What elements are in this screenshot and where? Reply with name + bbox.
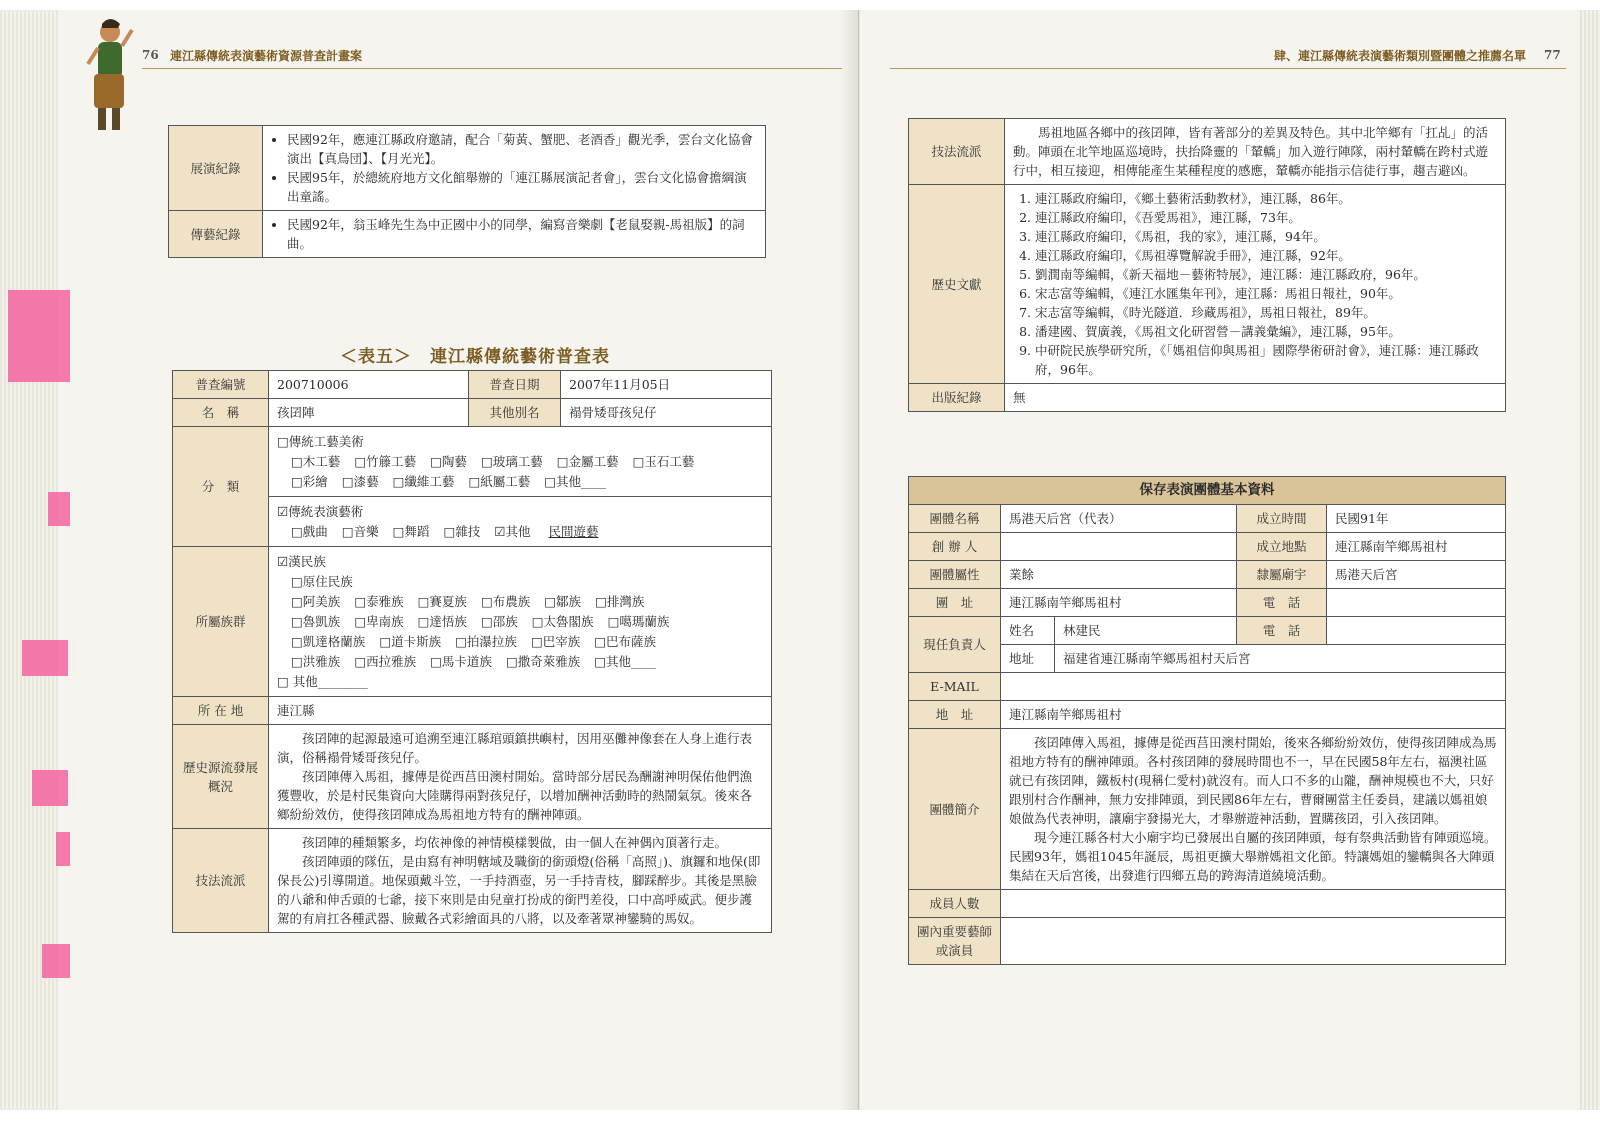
- paragraph: 孩囝陣頭的隊伍，是由寫有神明轄域及職銜的銜頭燈(俗稱「高照」)、旗鑼和地保(即保長公)引導開道。地保頭戴斗笠，一手持酒壺，另一手持青枝，腳踩醉步。其後是黑臉的八爺和伸舌頭的七爺，接下來則是由兒童打扮成的銜門差役，口中高呼威武。便步護駕的有肩扛各種武器、臉戴各式彩繪面具的八將，以及牽著眾神鑾騎的馬奴。: [277, 854, 761, 926]
- header-rule: [142, 68, 842, 69]
- members-value: [1001, 890, 1506, 918]
- checkbox-option: □舞蹈: [392, 524, 430, 539]
- checkbox-option: □賽夏族: [417, 594, 467, 609]
- checkbox-option: □漆藝: [341, 474, 379, 489]
- checkbox-option: □其他____: [594, 654, 657, 669]
- checkbox-option: □太魯閣族: [531, 614, 594, 629]
- history-text: [269, 725, 772, 829]
- checkbox-option: □木工藝: [291, 454, 341, 469]
- id-label: 普查編號: [173, 371, 269, 399]
- table-row: [173, 547, 772, 697]
- checkbox-row: [291, 452, 763, 471]
- place-label: 成立地點: [1237, 533, 1327, 561]
- paragraph: 孩囝陣的種類繁多，均依神像的神情模樣製做，由一個人在神偶內頂著行走。: [302, 835, 728, 850]
- table-row: [909, 890, 1506, 918]
- row-label: 傳藝紀錄: [169, 211, 263, 258]
- founded-value: 民國91年: [1327, 505, 1506, 533]
- paragraph: 孩囝陣傳入馬祖，據傳是從西莒田澳村開始。當時部分居民為酬謝神明保佑他們漁獲豐收，於是村民集資向大陸購得兩對孩兒仔，以增加酬神活動時的熱鬧氣氛。後來各鄉紛紛效仿，使得孩囝陣成為馬祖地方特有的酬神陣頭。: [277, 769, 753, 822]
- running-header: 肆、連江縣傳統表演藝術類別暨團體之推薦名單: [1274, 49, 1527, 63]
- checkbox-option: □布農族: [480, 594, 531, 609]
- table-row: [909, 384, 1506, 412]
- table-row: [169, 211, 766, 258]
- checkbox-option: □雜技: [443, 524, 481, 539]
- table-row: [909, 729, 1506, 890]
- list-item: 9. 中研院民族學研究所，《「媽祖信仰與馬祖」國際學術研討會》，連江縣：連江縣政府，96年。: [1035, 341, 1497, 379]
- leader-address-value: 福建省連江縣南竿鄉馬祖村天后宮: [1055, 645, 1506, 673]
- id-value: 200710006: [269, 371, 469, 399]
- checkbox-option: □拍瀑拉族: [455, 634, 517, 649]
- checkbox-option: □達悟族: [417, 614, 467, 629]
- type-value: 業餘: [1001, 561, 1237, 589]
- leader-label: 現任負責人: [909, 617, 1001, 673]
- table-row: [909, 918, 1506, 965]
- technique-text: [269, 829, 772, 933]
- checkbox-option: □紙屬工藝: [468, 474, 531, 489]
- checkbox-option: □竹籐工藝: [354, 454, 417, 469]
- list-item: 7. 宋志富等編輯，《時光隧道．珍藏馬祖》，馬祖日報社，89年。: [1035, 303, 1497, 322]
- right-page: [860, 10, 1578, 1110]
- publication-value: 無: [1005, 384, 1506, 412]
- running-header: 連江縣傳統表演藝術資源普查計畫案: [170, 49, 363, 63]
- checkbox-option: □纖維工藝: [392, 474, 455, 489]
- list-item: 5. 劉潤南等編輯，《新天福地－藝術特展》，連江縣：連江縣政府，96年。: [1035, 265, 1497, 284]
- temple-label: 隸屬廟宇: [1237, 561, 1327, 589]
- table-row: [909, 185, 1506, 384]
- checkbox-option: □巴布薩族: [594, 634, 657, 649]
- alias-value: 褟骨矮哥孩兒仔: [561, 399, 772, 427]
- table-row: [909, 673, 1506, 701]
- name-label: 名 稱: [173, 399, 269, 427]
- group-name-value: 馬港天后宮（代表）: [1001, 505, 1237, 533]
- location-label: 所 在 地: [173, 697, 269, 725]
- literature-list: [1005, 185, 1506, 384]
- checkbox-option: □巴宰族: [530, 634, 581, 649]
- table-row: [173, 725, 772, 829]
- alias-label: 其他別名: [469, 399, 561, 427]
- address-label: 團 址: [909, 589, 1001, 617]
- survey-table: [172, 370, 772, 933]
- checkbox-option: □玉石工藝: [632, 454, 695, 469]
- history-label: 歷史源流發展概況: [173, 725, 269, 829]
- checkbox-option: □卑南族: [354, 614, 404, 629]
- ethnic-label: 所屬族群: [173, 547, 269, 697]
- checkbox-option: □阿美族: [291, 594, 341, 609]
- checkbox-option: □魯凱族: [291, 614, 341, 629]
- category-label: 分 類: [173, 427, 269, 547]
- group-name-label: 團體名稱: [909, 505, 1001, 533]
- group-table: [908, 476, 1506, 965]
- address-value: 連江縣南竿鄉馬祖村: [1001, 589, 1237, 617]
- craft-category: [269, 427, 772, 497]
- header-rule: [890, 68, 1566, 69]
- performance-head: ☑傳統表演藝術: [277, 504, 364, 519]
- technique-label: 技法流派: [173, 829, 269, 933]
- checkbox-row: [291, 652, 763, 671]
- performer-figure-icon: [80, 16, 136, 134]
- email-value: [1001, 673, 1506, 701]
- founded-label: 成立時間: [1237, 505, 1327, 533]
- phone-label: 電 話: [1237, 589, 1327, 617]
- table-row: [909, 477, 1506, 505]
- temple-value: 馬港天后宮: [1327, 561, 1506, 589]
- sticky-note-tab: [56, 832, 70, 866]
- table-row: [169, 126, 766, 211]
- type-label: 團體屬性: [909, 561, 1001, 589]
- table-row: [909, 533, 1506, 561]
- checkbox-option: □泰雅族: [354, 594, 404, 609]
- checkbox-option: □噶瑪蘭族: [607, 614, 670, 629]
- date-value: 2007年11月05日: [561, 371, 772, 399]
- address2-label: 地 址: [909, 701, 1001, 729]
- table-row: [909, 701, 1506, 729]
- performance-category: [269, 497, 772, 547]
- row-label: 展演紀錄: [169, 126, 263, 211]
- publication-label: 出版紀錄: [909, 384, 1005, 412]
- checkbox-option: □音樂: [341, 524, 379, 539]
- checkbox-option: □金屬工藝: [556, 454, 619, 469]
- leader-name-value: 林建民: [1055, 617, 1237, 645]
- leader-name-label: 姓名: [1001, 617, 1055, 645]
- place-value: 連江縣南竿鄉馬祖村: [1327, 533, 1506, 561]
- table-row: [173, 371, 772, 399]
- list-item: 4. 連江縣政府編印，《馬祖導覽解說手冊》，連江縣，92年。: [1035, 246, 1497, 265]
- leader-address-label: 地址: [1001, 645, 1055, 673]
- paragraph: 馬祖地區各鄉中的孩囝陣，皆有著部分的差異及特色。其中北竿鄉有「扛乩」的活動。陣頭在北竿地區巡境時，扶抬降靈的「輦轎」加入遊行陣隊，兩村輦轎在跨村式遊行中，相互接迎，相傳能產生某種程度的感應，輦轎亦能指示信徒行事，趨吉避凶。: [1013, 125, 1489, 178]
- email-label: E-MAIL: [909, 673, 1001, 701]
- checkbox-row: [291, 522, 763, 541]
- checkbox-row: [291, 612, 763, 631]
- checkbox-option-label: ☑其他: [494, 524, 531, 539]
- checkbox-row: [291, 592, 763, 611]
- checkbox-option: □洪雅族: [291, 654, 341, 669]
- date-label: 普查日期: [469, 371, 561, 399]
- list-item: 2. 連江縣政府編印，《吾愛馬祖》，連江縣，73年。: [1035, 208, 1497, 227]
- table-row: [173, 399, 772, 427]
- table-row: [173, 829, 772, 933]
- table-row: [173, 697, 772, 725]
- technique-label: 技法流派: [909, 119, 1005, 185]
- table-row: [909, 505, 1506, 533]
- masters-value: [1001, 918, 1506, 965]
- technique-text: [1005, 119, 1506, 185]
- leader-phone-value: [1327, 617, 1506, 645]
- literature-label: 歷史文獻: [909, 185, 1005, 384]
- name-value: 孩囝陣: [269, 399, 469, 427]
- checkbox-option: □陶藝: [430, 454, 467, 469]
- section-title: 保存表演團體基本資料: [909, 477, 1506, 505]
- checkbox-row: [291, 632, 763, 651]
- checkbox-option: □排灣族: [595, 594, 645, 609]
- checkbox-row: [277, 672, 763, 691]
- checkbox-row: [291, 472, 763, 491]
- checkbox-option: □凱達格蘭族: [291, 634, 366, 649]
- list-item: • 民國92年，應連江縣政府邀請，配合「菊黃、蟹肥、老酒香」觀光季，雲台文化協會演出【真鳥団】、【月光光】。: [287, 130, 757, 168]
- masters-label: 團內重要藝師或演員: [909, 918, 1001, 965]
- craft-head: □傳統工藝美術: [277, 434, 364, 449]
- ethnic-options: [269, 547, 772, 697]
- address2-value: 連江縣南竿鄉馬祖村: [1001, 701, 1506, 729]
- other-value: 民間遊藝: [548, 524, 599, 539]
- list-item: 6. 宋志富等編輯，《連江水匯集年刊》，連江縣：馬祖日報社，90年。: [1035, 284, 1497, 303]
- table-row: [909, 617, 1506, 645]
- sticky-note-tab: [8, 290, 70, 382]
- table-row: [909, 561, 1506, 589]
- paragraph: 孩囝陣的起源最遠可追溯至連江縣琯頭鎮拱嶼村，因用巫儺神像套在人身上進行表演，俗稱褟骨矮哥孩兒仔。: [277, 731, 753, 765]
- row-value: [263, 126, 766, 211]
- table-row: [173, 427, 772, 497]
- checkbox-option: □其他____: [544, 474, 607, 489]
- checkbox-row: [291, 572, 763, 591]
- sticky-note-tab: [48, 492, 70, 526]
- checkbox-option: □邵族: [480, 614, 518, 629]
- technique-literature-table: [908, 118, 1506, 412]
- sticky-note-tab: [32, 770, 68, 806]
- leader-phone-label: 電 話: [1237, 617, 1327, 645]
- left-page: [58, 10, 859, 1110]
- checkbox-option: □戲曲: [291, 524, 328, 539]
- checkbox-option: □道卡斯族: [379, 634, 442, 649]
- list-item: • 民國92年，翁玉峰先生為中正國中小的同學，編寫音樂劇【老鼠娶親-馬祖版】的詞曲。: [287, 215, 757, 253]
- list-item: 3. 連江縣政府編印，《馬祖，我的家》，連江縣，94年。: [1035, 227, 1497, 246]
- sticky-note-tab: [42, 944, 70, 978]
- table-row: [909, 589, 1506, 617]
- sticky-note-tab: [22, 640, 68, 676]
- checkbox-option: □原住民族: [291, 574, 353, 589]
- row-value: [263, 211, 766, 258]
- book-edge-right: [1578, 10, 1600, 1110]
- phone-value: [1327, 589, 1506, 617]
- intro-text: [1001, 729, 1506, 890]
- members-label: 成員人數: [909, 890, 1001, 918]
- checkbox-option: □撒奇萊雅族: [505, 654, 581, 669]
- table-row: [909, 119, 1506, 185]
- records-table: [168, 125, 766, 258]
- paragraph: 孩囝陣傳入馬祖，據傳是從西莒田澳村開始，後來各鄉紛紛效仿，使得孩囝陣成為馬祖地方特有的酬神陣頭。各村孩囝陣的發展時間也不一，早在民國58年左右，福澳社區就已有孩囝陣，鐵板村(現稱仁愛村)就沒有。而人口不多的山隴，酬神規模也不大，只好跟別村合作酬神，無力安排陣頭，到民國86年左右，曹爾團當主任委員，建議以媽祖娘娘做為代表神明，讓廟宇發揚光大，才舉辦遊神活動，置購孩囝，引入孩囝陣。: [1009, 735, 1497, 826]
- checkbox-option: □玻璃工藝: [480, 454, 543, 469]
- list-item: • 民國95年，於總統府地方文化館舉辦的「連江縣展演記者會」，雲台文化協會擔綱演出童謠。: [287, 168, 757, 206]
- founder-value: [1001, 533, 1237, 561]
- table-title: ＜表五＞ 連江縣傳統藝術普查表: [340, 347, 610, 367]
- list-item: 8. 潘建國、賀廣義，《馬祖文化研習營－講義彙編》，連江縣，95年。: [1035, 322, 1497, 341]
- checkbox-option: □西拉雅族: [354, 654, 417, 669]
- paragraph: 現今連江縣各村大小廟宇均已發展出自屬的孩囝陣頭，每有祭典活動皆有陣頭巡境。民國93年，媽祖1045年誕辰，馬祖更擴大舉辦媽祖文化節。特讓媽姐的鑾轎與各大陣頭集結在天后宮後，出發進行四鄉五島的跨海清道繞境活動。: [1009, 830, 1497, 883]
- checkbox-option: □彩繪: [291, 474, 328, 489]
- checkbox-option: □鄒族: [544, 594, 582, 609]
- founder-label: 創 辦 人: [909, 533, 1001, 561]
- ethnic-head: ☑漢民族: [277, 554, 326, 569]
- location-value: 連江縣: [269, 697, 772, 725]
- checkbox-option: □ 其他________: [277, 674, 368, 689]
- checkbox-option: [494, 522, 612, 541]
- page-number: 77: [1544, 48, 1561, 62]
- intro-label: 團體簡介: [909, 729, 1001, 890]
- page-number: 76: [142, 48, 159, 62]
- checkbox-option: □馬卡道族: [430, 654, 492, 669]
- list-item: 1. 連江縣政府編印，《鄉土藝術活動教材》，連江縣，86年。: [1035, 189, 1497, 208]
